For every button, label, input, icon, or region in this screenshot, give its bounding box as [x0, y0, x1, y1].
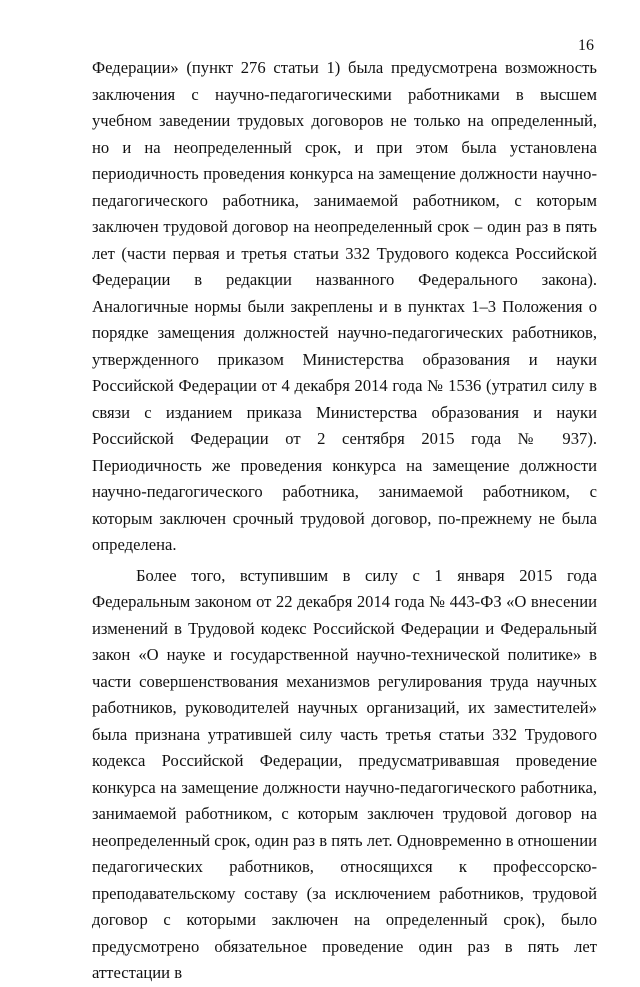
- paragraph: Более того, вступившим в силу с 1 января 2015 года Федеральным законом от 22 декабря 2014 года № 443-ФЗ «О внесении изменений в Трудовой кодекс Российской Федерации и Федеральный закон «О науке и государственной научно-технической политике» в части совершенствования механизмов регулирования труда научных работников, руководителей научных организаций, их заместителей» была признана утратившей силу часть третья статьи 332 Трудового кодекса Российской Федерации, предусматривавшая проведение конкурса на замещение должности научно-педагогического работника, занимаемой работником, с которым заключен трудовой договор на неопределенный срок, один раз в пять лет. Одновременно в отношении педагогических работников, относящихся к профессорско-преподавательскому составу (за исключением работников, трудовой договор с которыми заключен на определенный срок), было предусмотрено обязательное проведение один раз в пять лет аттестации в: [92, 565, 597, 982]
- document-body: [92, 55, 597, 987]
- paragraph-continuation: Федерации» (пункт 276 статьи 1) была предусмотрена возможность заключения с научно-педагогическими работниками в высшем учебном заведении трудовых договоров не только на определенный, но и на неопределенный срок, и при этом была установлена периодичность проведения конкурса на замещение должности научно-педагогического работника, занимаемой работником, с которым заключен трудовой договор на неопределенный срок – один раз в пять лет (части первая и третья статьи 332 Трудового кодекса Российской Федерации в редакции названного Федерального закона). Аналогичные нормы были закреплены и в пунктах 1–3 Положения о порядке замещения должностей научно-педагогических работников, утвержденного приказом Министерства образования и науки Российской Федерации от 4 декабря 2014 года № 1536 (утратил силу в связи с изданием приказа Министерства образования и науки Российской Федерации от 2 сентября 2015 года № 937). Периодичность же проведения конкурса на замещение должности научно-педагогического работника, занимаемой работником, с которым заключен срочный трудовой договор, по-прежнему не была определена.: [92, 58, 597, 554]
- page-number: 16: [578, 37, 594, 54]
